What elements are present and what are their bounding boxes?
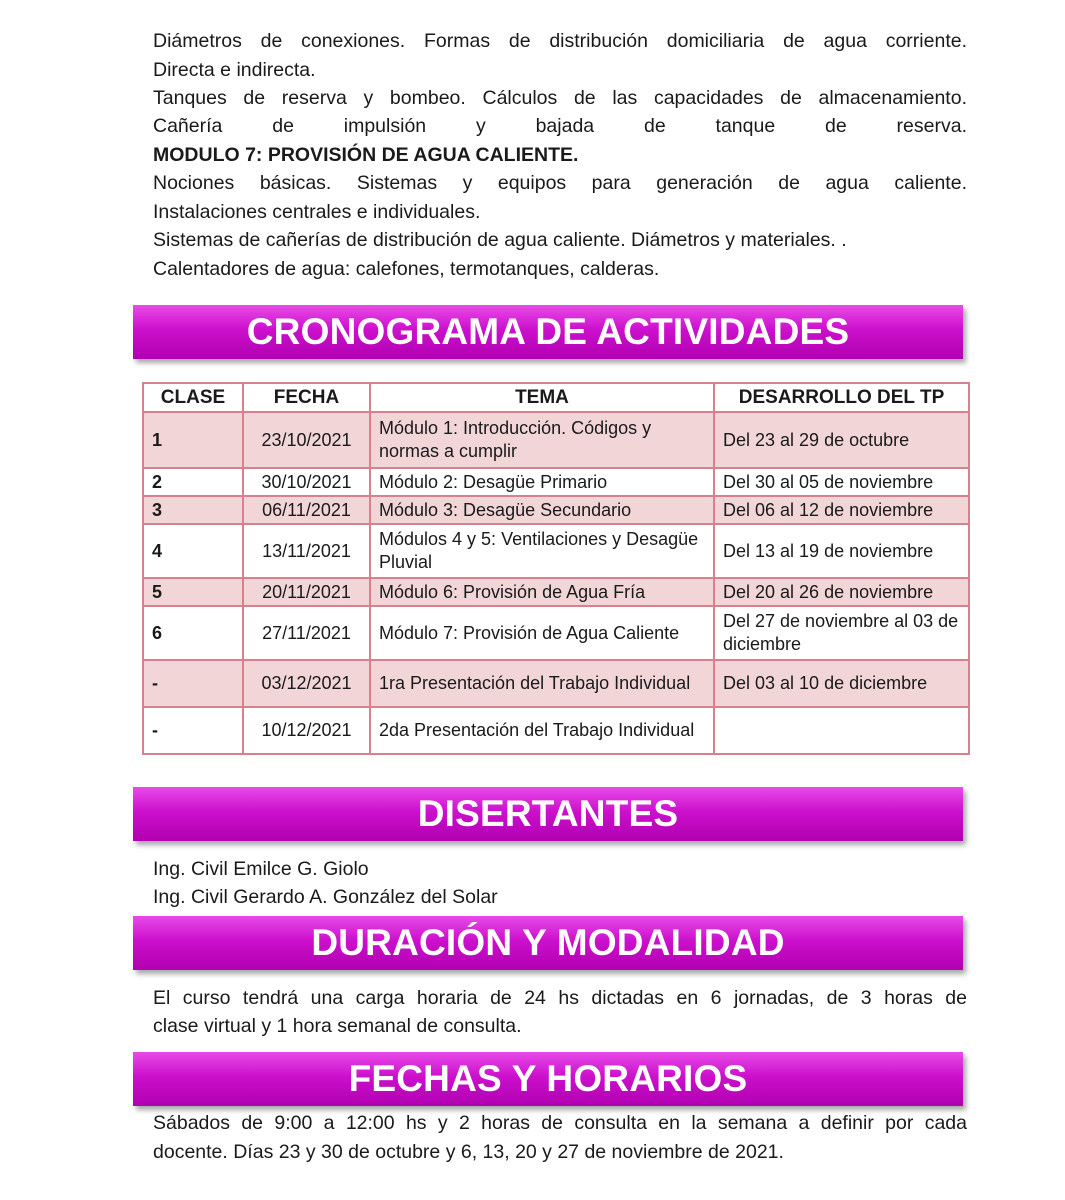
header-tema: TEMA xyxy=(370,383,714,412)
cell-fecha: 27/11/2021 xyxy=(243,606,370,660)
cell-tp: Del 06 al 12 de noviembre xyxy=(714,496,969,524)
table-row xyxy=(143,660,969,707)
cell-tema: Módulo 3: Desagüe Secundario xyxy=(370,496,714,524)
cell-clase: 5 xyxy=(143,578,243,606)
table-row xyxy=(143,468,969,496)
table-row xyxy=(143,412,969,468)
cell-clase: 6 xyxy=(143,606,243,660)
cell-fecha: 03/12/2021 xyxy=(243,660,370,707)
cell-clase: - xyxy=(143,707,243,754)
duracion-banner: DURACIÓN Y MODALIDAD xyxy=(133,916,963,970)
cell-clase: - xyxy=(143,660,243,707)
header-fecha: FECHA xyxy=(243,383,370,412)
header-desarrollo-tp: DESARROLLO DEL TP xyxy=(714,383,969,412)
intro-line: Calentadores de agua: calefones, termotanques, calderas. xyxy=(153,258,660,280)
cell-fecha: 13/11/2021 xyxy=(243,524,370,578)
intro-line: Nociones básicas. Sistemas y equipos para generación de agua caliente. xyxy=(153,172,967,194)
cell-tp: Del 23 al 29 de octubre xyxy=(714,412,969,468)
cell-tema: 2da Presentación del Trabajo Individual xyxy=(370,707,714,754)
module-heading: MODULO 7: PROVISIÓN DE AGUA CALIENTE. xyxy=(153,144,579,166)
cell-tema: Módulo 6: Provisión de Agua Fría xyxy=(370,578,714,606)
intro-line: Diámetros de conexiones. Formas de distribución domiciliaria de agua corriente. xyxy=(153,30,967,52)
cronograma-banner: CRONOGRAMA DE ACTIVIDADES xyxy=(133,305,963,359)
intro-line: Cañería de impulsión y bajada de tanque de reserva. xyxy=(153,115,967,137)
cell-tema: Módulo 2: Desagüe Primario xyxy=(370,468,714,496)
cell-fecha: 30/10/2021 xyxy=(243,468,370,496)
cell-tema: Módulo 1: Introducción. Códigos y normas a cumplir xyxy=(370,412,714,468)
intro-line: Directa e indirecta. xyxy=(153,59,316,81)
table-row xyxy=(143,524,969,578)
cell-tp xyxy=(714,707,969,754)
table-row xyxy=(143,707,969,754)
header-clase: CLASE xyxy=(143,383,243,412)
intro-line: Tanques de reserva y bombeo. Cálculos de las capacidades de almacenamiento. xyxy=(153,87,967,109)
cell-tp: Del 13 al 19 de noviembre xyxy=(714,524,969,578)
cell-clase: 4 xyxy=(143,524,243,578)
fechas-line: docente. Días 23 y 30 de octubre y 6, 13, 20 y 27 de noviembre de 2021. xyxy=(153,1141,784,1163)
speaker-name: Ing. Civil Emilce G. Giolo xyxy=(153,858,369,880)
cell-clase: 2 xyxy=(143,468,243,496)
duracion-line: clase virtual y 1 hora semanal de consulta. xyxy=(153,1015,522,1037)
cell-tema: Módulo 7: Provisión de Agua Caliente xyxy=(370,606,714,660)
cell-fecha: 20/11/2021 xyxy=(243,578,370,606)
table-row xyxy=(143,496,969,524)
table-row xyxy=(143,578,969,606)
cell-clase: 3 xyxy=(143,496,243,524)
fechas-banner: FECHAS Y HORARIOS xyxy=(133,1052,963,1106)
intro-line: Instalaciones centrales e individuales. xyxy=(153,201,481,223)
duracion-line: El curso tendrá una carga horaria de 24 hs dictadas en 6 jornadas, de 3 horas de xyxy=(153,987,967,1009)
cell-fecha: 10/12/2021 xyxy=(243,707,370,754)
cell-tp: Del 27 de noviembre al 03 de diciembre xyxy=(714,606,969,660)
fechas-line: Sábados de 9:00 a 12:00 hs y 2 horas de consulta en la semana a definir por cada xyxy=(153,1112,967,1134)
intro-line: Sistemas de cañerías de distribución de agua caliente. Diámetros y materiales. . xyxy=(153,229,847,251)
cell-tema: Módulos 4 y 5: Ventilaciones y Desagüe Pluvial xyxy=(370,524,714,578)
cell-fecha: 23/10/2021 xyxy=(243,412,370,468)
cell-tp: Del 20 al 26 de noviembre xyxy=(714,578,969,606)
cell-tp: Del 03 al 10 de diciembre xyxy=(714,660,969,707)
table-row xyxy=(143,606,969,660)
disertantes-banner: DISERTANTES xyxy=(133,787,963,841)
cell-fecha: 06/11/2021 xyxy=(243,496,370,524)
cell-tema: 1ra Presentación del Trabajo Individual xyxy=(370,660,714,707)
cell-tp: Del 30 al 05 de noviembre xyxy=(714,468,969,496)
speaker-name: Ing. Civil Gerardo A. González del Solar xyxy=(153,886,498,908)
cell-clase: 1 xyxy=(143,412,243,468)
cronograma-table xyxy=(142,382,970,755)
